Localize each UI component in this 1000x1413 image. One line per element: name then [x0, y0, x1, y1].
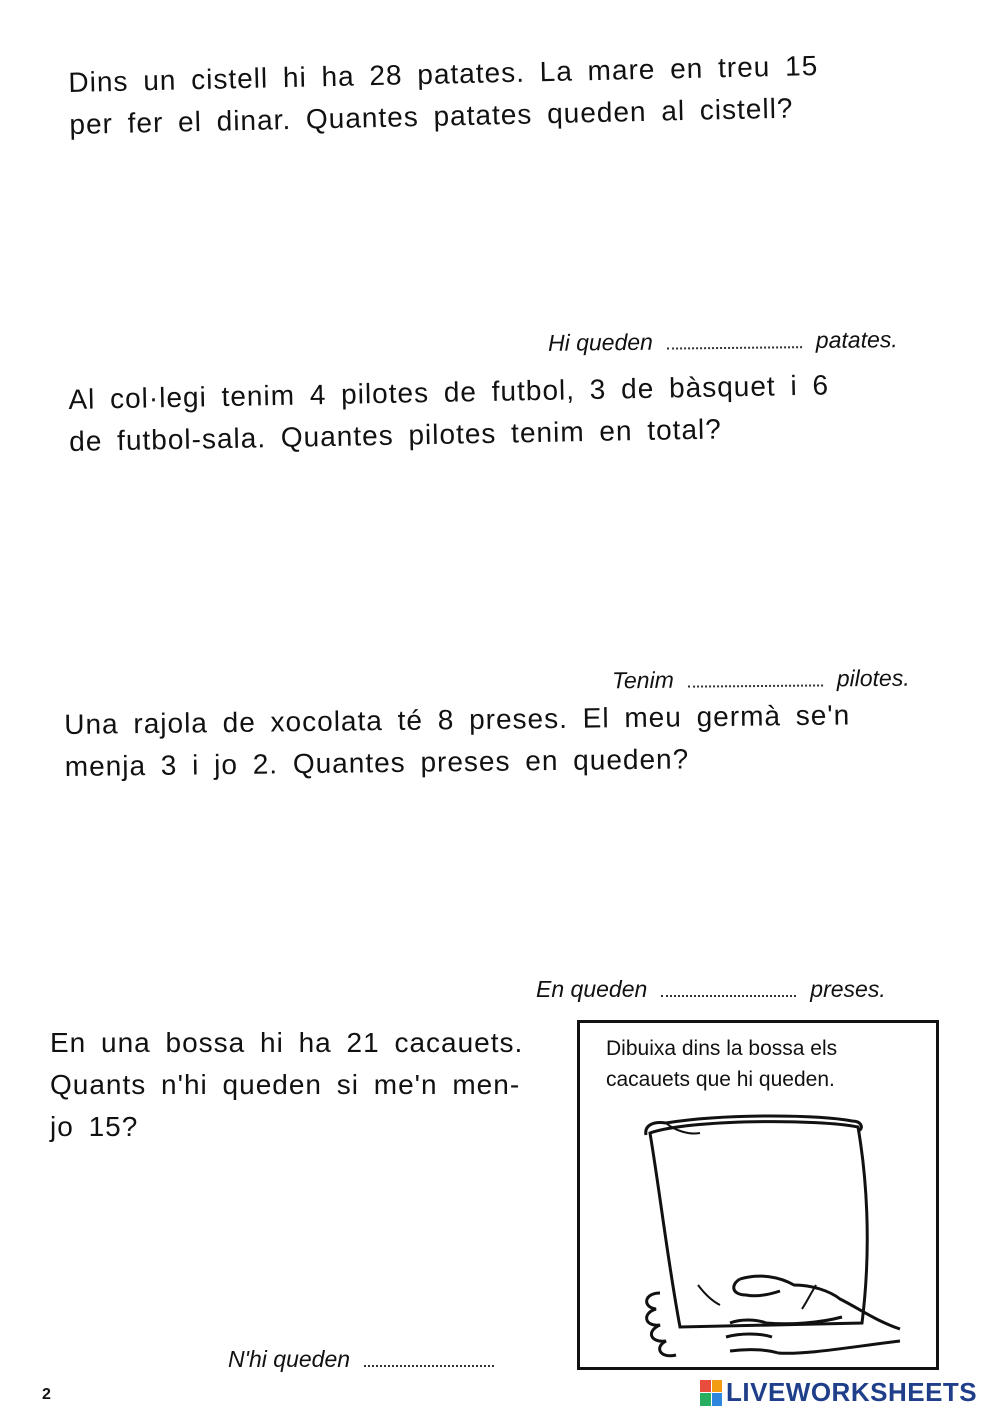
answer-1-blank[interactable] [667, 336, 802, 349]
answer-2-suffix: pilotes. [836, 664, 910, 692]
answer-3-blank[interactable] [661, 985, 796, 997]
answer-4 [228, 1346, 508, 1373]
problem-4-line-2: Quants n'hi queden si me'n men- [50, 1069, 521, 1100]
answer-2-prefix: Tenim [611, 666, 674, 694]
logo-square [712, 1380, 723, 1393]
answer-4-prefix: N'hi queden [228, 1346, 351, 1372]
answer-3-prefix: En queden [536, 976, 648, 1002]
problem-2 [68, 364, 830, 463]
left-hand [647, 1293, 676, 1356]
drawing-box-line-2: cacauets que hi queden. [606, 1068, 835, 1091]
problem-3-line-1: Una rajola de xocolata té 8 preses. El meu germà se'n [64, 699, 851, 740]
problem-3-line-2: menja 3 i jo 2. Quantes preses en queden? [64, 743, 690, 782]
problem-4-line-1: En una bossa hi ha 21 cacauets. [50, 1027, 524, 1058]
answer-3-suffix: preses. [810, 976, 886, 1002]
drawing-box [577, 1020, 939, 1370]
liveworksheets-logo-icon [700, 1380, 722, 1406]
brand-text: LIVEWORKSHEETS [726, 1377, 978, 1407]
drawing-box-line-1: Dibuixa dins la bossa els [606, 1037, 838, 1060]
answer-2-blank[interactable] [688, 674, 823, 687]
problem-2-line-1: Al col·legi tenim 4 pilotes de futbol, 3 de bàsquet i 6 [68, 369, 830, 415]
problem-1-line-1: Dins un cistell hi ha 28 patates. La mare en treu 15 [68, 49, 819, 98]
bag-illustration[interactable] [580, 1023, 936, 1367]
page-number: 2 [42, 1386, 51, 1403]
answer-1-prefix: Hi queden [547, 328, 653, 356]
answer-4-blank[interactable] [364, 1355, 494, 1367]
answer-3 [536, 976, 886, 1003]
problem-1-line-2: per fer el dinar. Quantes patates queden al cistell? [69, 92, 794, 140]
problem-2-line-2: de futbol-sala. Quantes pilotes tenim en total? [68, 413, 723, 457]
answer-1 [548, 326, 898, 357]
problem-3 [64, 694, 851, 788]
problem-4-line-3: jo 15? [50, 1111, 139, 1142]
logo-square [700, 1380, 711, 1393]
liveworksheets-brand[interactable] [700, 1377, 977, 1408]
logo-square [700, 1393, 711, 1406]
problem-1 [68, 45, 820, 146]
problem-4 [50, 1022, 523, 1148]
answer-2 [612, 665, 910, 695]
answer-1-suffix: patates. [815, 326, 898, 354]
logo-square [712, 1393, 723, 1406]
